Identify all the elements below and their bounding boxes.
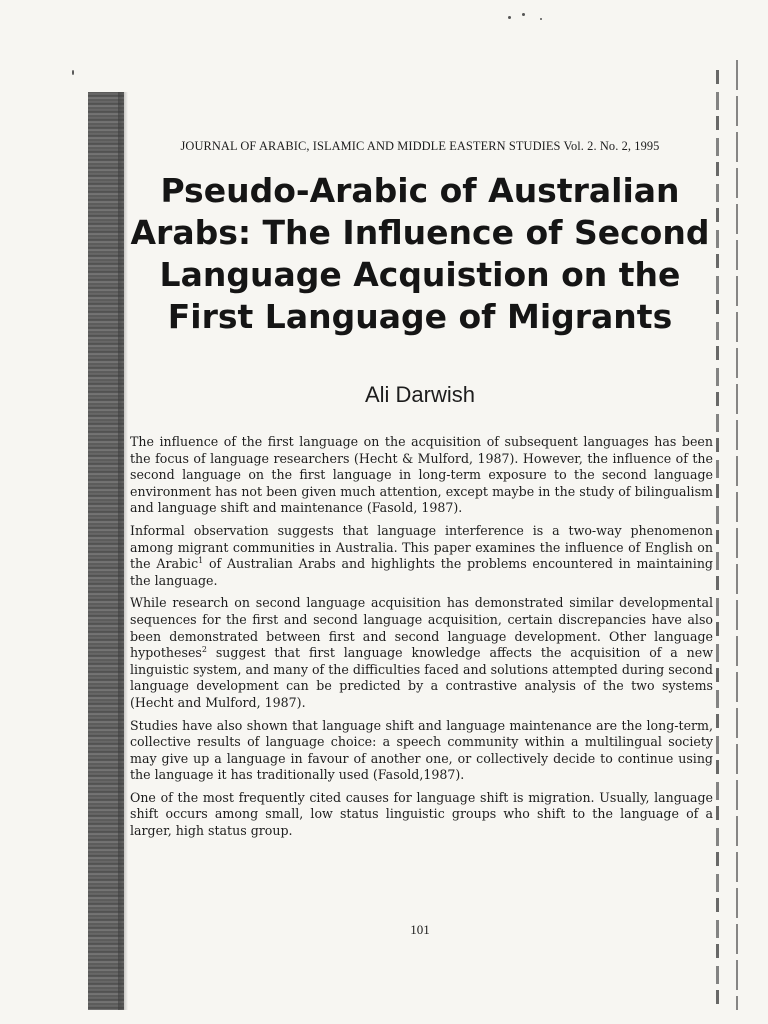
page-number: 101	[410, 922, 430, 937]
article-body	[130, 434, 713, 846]
binding-edge	[118, 92, 128, 1010]
paragraph-text: Informal observation suggests that language interference is a two-way phenomenon among migrant communities in Australia. This paper examines the influence of English on the Arabic	[130, 522, 713, 572]
paragraph	[130, 595, 713, 711]
scan-speck	[508, 16, 511, 19]
paragraph-text: suggest that first language knowledge affects the acquisition of a new linguistic system, and many of the difficulties faced and solutions attempted during second language development can be predicted by a contrastive analysis of the two systems (Hecht and Mulford, 1987).	[130, 645, 713, 710]
paragraph: The influence of the first language on the acquisition of subsequent languages has been the focus of language researchers (Hecht & Mulford, 1987). However, the influence of the second language on the first language in long-term exposure to the second language environment has not been given much attention, except maybe in the study of bilingualism and language shift and maintenance (Fasold, 1987).	[130, 434, 713, 516]
paragraph: One of the most frequently cited causes for language shift is migration. Usually, language shift occurs among small, low status linguistic groups who shift to the language of a larger, high status group.	[130, 789, 713, 839]
scan-speck	[522, 13, 525, 16]
paragraph-text: While research on second language acquisition has demonstrated similar developmental sequences for the first and second language acquisition, certain discrepancies have also been demonstrated between first and second language development. Other language hypotheses	[130, 595, 713, 661]
paragraph	[130, 523, 713, 589]
scan-speck	[540, 18, 542, 20]
scan-speck	[72, 70, 74, 75]
paragraph: Studies have also shown that language shift and language maintenance are the long-term, collective results of language choice: a speech community within a multilingual society may give up a language in favour of another one, or collectively decide to continue using the language it has traditionally used (Fasold,1987).	[130, 717, 713, 783]
footnote-marker: 2	[201, 644, 207, 654]
footnote-marker: 1	[198, 555, 204, 565]
paragraph-text: of Australian Arabs and highlights the problems encountered in maintaining the language.	[130, 556, 713, 588]
author-name: Ali Darwish	[364, 382, 476, 407]
journal-header: JOURNAL OF ARABIC, ISLAMIC AND MIDDLE EASTERN STUDIES Vol. 2. No. 2, 1995	[180, 139, 660, 153]
article-title: Pseudo-Arabic of Australian Arabs: The Influence of Second Language Acquistion on the First Language of Migrants	[130, 171, 710, 336]
right-page-edge	[716, 70, 719, 1010]
right-page-edge-outer	[736, 60, 738, 1010]
